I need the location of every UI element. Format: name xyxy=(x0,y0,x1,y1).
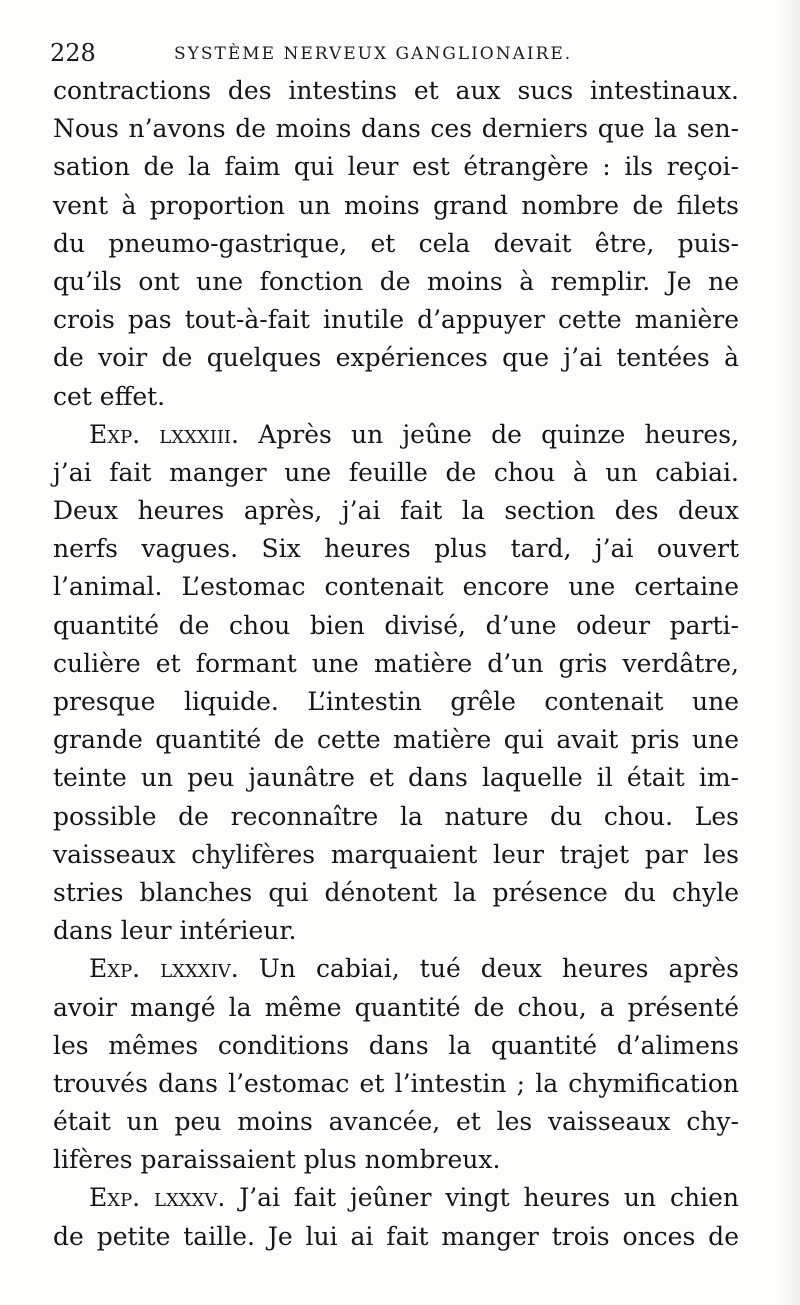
running-head xyxy=(50,38,740,68)
text-line: Nous n’avons de moins dans ces derniers que la sen- xyxy=(53,114,739,144)
text-line: sation de la faim qui leur est étrangère : ils reçoi- xyxy=(53,152,739,182)
text-line xyxy=(53,416,739,454)
page-edge-shadow xyxy=(780,0,800,1305)
paragraph xyxy=(53,1179,739,1255)
text-line: contractions des intestins et aux sucs intestinaux. xyxy=(53,76,739,105)
text-line xyxy=(53,1179,739,1217)
text-run: J’ai fait jeûner vingt heures un chien xyxy=(239,1183,739,1213)
text-line: cet effet. xyxy=(53,381,166,411)
text-line: presque liquide. L’intestin grêle contenait une xyxy=(53,687,739,716)
text-line: du pneumo-gastrique, et cela devait être, puis- xyxy=(53,228,739,258)
text-line: j’ai fait manger une feuille de chou à un cabiai. xyxy=(53,457,739,487)
experiment-label: Exp. lxxxiv. xyxy=(89,954,239,984)
text-line: trouvés dans l’estomac et l’intestin ; la chymification xyxy=(53,1068,739,1098)
text-line: était un peu moins avancée, et les vaisseaux chy- xyxy=(53,1107,739,1137)
text-line: lifères paraissaient plus nombreux. xyxy=(53,1145,501,1175)
text-line: quantité de chou bien divisé, d’une odeur parti- xyxy=(53,610,739,640)
text-line: crois pas tout-à-fait inutile d’appuyer cette manière xyxy=(53,305,739,335)
body-text xyxy=(53,72,739,1256)
text-line: stries blanches qui dénotent la présence du chyle xyxy=(53,877,739,907)
paragraph xyxy=(53,416,739,951)
text-line: dans leur intérieur. xyxy=(53,916,297,946)
text-line: culière et formant une matière d’un gris verdâtre, xyxy=(53,648,739,678)
text-line xyxy=(53,950,739,988)
running-title: SYSTÈME NERVEUX GANGLIONAIRE. xyxy=(174,44,573,64)
page-number: 228 xyxy=(50,39,96,67)
text-run: Après un jeûne de quinze heures, xyxy=(258,419,739,449)
text-line: possible de reconnaître la nature du chou. Les xyxy=(53,801,739,831)
text-line: vaisseaux chylifères marquaient leur trajet par les xyxy=(53,839,739,869)
text-line: de voir de quelques expériences que j’ai tentées à xyxy=(53,343,739,373)
text-line: les mêmes conditions dans la quantité d’alimens xyxy=(53,1030,739,1060)
text-run: Un cabiai, tué deux heures après xyxy=(258,954,740,984)
text-line: de petite taille. Je lui ai fait manger trois onces de xyxy=(53,1221,739,1251)
text-line: grande quantité de cette matière qui avait pris une xyxy=(53,725,739,755)
paragraph xyxy=(53,950,739,1179)
experiment-label: Exp. lxxxv. xyxy=(89,1183,226,1213)
text-line: nerfs vagues. Six heures plus tard, j’ai ouvert xyxy=(53,534,739,564)
text-line: Deux heures après, j’ai fait la section des deux xyxy=(53,496,739,526)
experiment-label: Exp. lxxxiii. xyxy=(89,419,239,449)
text-line: l’animal. L’estomac contenait encore une certaine xyxy=(53,572,739,602)
text-line: qu’ils ont une fonction de moins à remplir. Je ne xyxy=(53,266,739,296)
paragraph xyxy=(53,72,739,416)
text-line: teinte un peu jaunâtre et dans laquelle il était im- xyxy=(53,763,739,793)
text-line: vent à proportion un moins grand nombre de filets xyxy=(53,190,739,220)
text-line: avoir mangé la même quantité de chou, a présenté xyxy=(53,992,739,1022)
